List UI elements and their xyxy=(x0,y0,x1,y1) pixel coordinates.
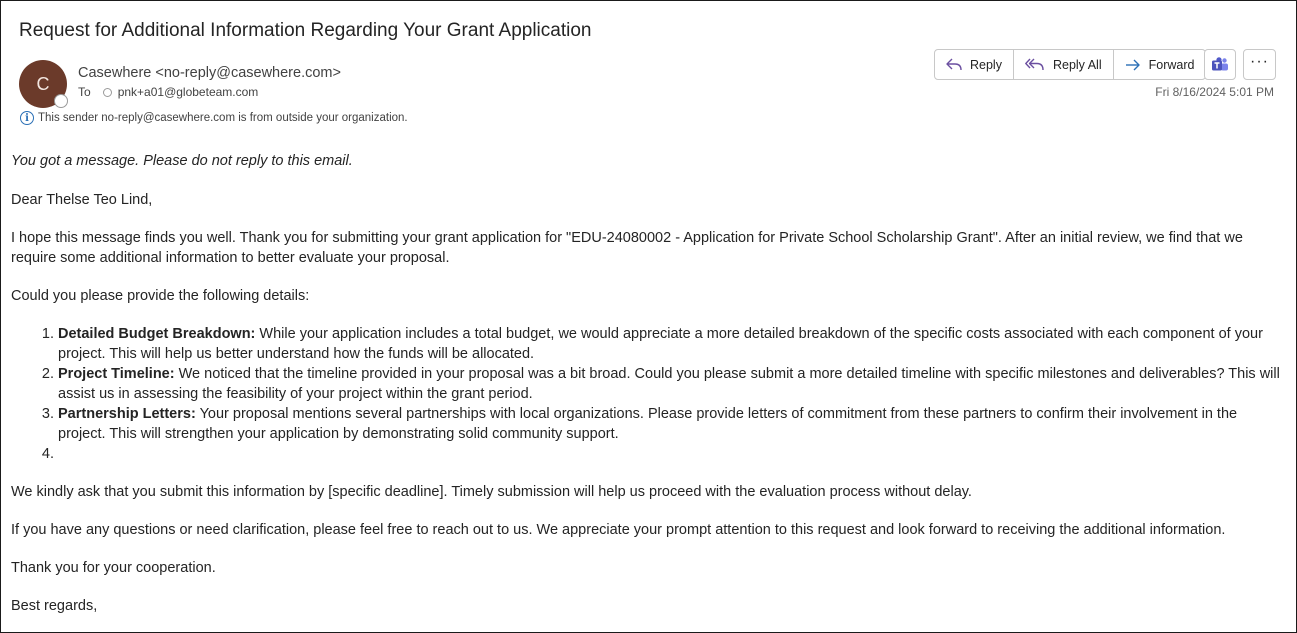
teams-chat-button[interactable] xyxy=(1204,49,1236,80)
forward-label: Forward xyxy=(1148,57,1195,72)
recipient-address[interactable]: pnk+a01@globeteam.com xyxy=(117,85,259,99)
recipient-presence-icon xyxy=(103,88,112,97)
reply-label: Reply xyxy=(970,57,1002,72)
reply-all-button[interactable] xyxy=(1013,50,1113,79)
details-list xyxy=(58,324,1281,464)
presence-status-icon xyxy=(54,94,68,108)
list-item-text: Your proposal mentions several partnerships with local organizations. Please provide letters of commitment from these partners to confirm their involvement in the project. This will strengthen your application by demonstrating solid community support. xyxy=(58,406,1238,442)
thanks-paragraph: Thank you for your cooperation. xyxy=(11,560,216,576)
recipient-line xyxy=(78,85,258,99)
greeting: Dear Thelse Teo Lind, xyxy=(11,192,153,208)
external-warning-text: This sender no-reply@casewhere.com is from outside your organization. xyxy=(38,112,408,124)
list-item-title: Partnership Letters: xyxy=(58,406,196,422)
list-item xyxy=(58,404,1281,444)
list-item-text: While your application includes a total budget, we would appreciate a more detailed breakdown of the specific costs associated with each component of your project. This will help us better understand how the funds will be allocated. xyxy=(58,326,1263,362)
deadline-paragraph: We kindly ask that you submit this information by [specific deadline]. Timely submission will help us proceed with the evaluation process without delay. xyxy=(11,484,972,500)
list-item xyxy=(58,324,1281,364)
info-icon: i xyxy=(20,111,34,125)
sender-name[interactable]: Casewhere <no-reply@casewhere.com> xyxy=(78,65,341,81)
message-actions xyxy=(934,49,1206,80)
teams-icon xyxy=(1211,56,1229,74)
avatar-initial: C xyxy=(36,73,50,94)
reply-icon xyxy=(946,58,962,72)
signoff: Best regards, xyxy=(11,598,98,614)
list-item-text: We noticed that the timeline provided in your proposal was a bit broad. Could you please submit a more detailed timeline with specific milestones and deliverables? This will assist us in assessing the feasibility of your project within the grant period. xyxy=(58,366,1280,402)
forward-icon xyxy=(1125,58,1141,72)
list-item-title: Project Timeline: xyxy=(58,366,175,382)
list-item xyxy=(58,364,1281,404)
to-label: To xyxy=(78,85,91,99)
questions-paragraph: If you have any questions or need clarification, please feel free to reach out to us. We appreciate your prompt attention to this request and look forward to receiving the additional information. xyxy=(11,522,1226,538)
request-paragraph: Could you please provide the following details: xyxy=(11,288,310,304)
received-timestamp: Fri 8/16/2024 5:01 PM xyxy=(1155,85,1274,99)
list-item xyxy=(58,444,1281,464)
email-subject: Request for Additional Information Regarding Your Grant Application xyxy=(19,20,592,41)
external-sender-warning xyxy=(20,111,408,125)
forward-button[interactable] xyxy=(1113,50,1206,79)
reply-button[interactable] xyxy=(935,50,1013,79)
do-not-reply-notice: You got a message. Please do not reply to this email. xyxy=(11,153,353,169)
intro-paragraph: I hope this message finds you well. Thank you for submitting your grant application for "EDU-24080002 - Application for Private School Scholarship Grant". After an initial review, we find that we require some additional information to better evaluate your proposal. xyxy=(11,230,1243,266)
reply-all-label: Reply All xyxy=(1052,57,1102,72)
email-body xyxy=(11,151,1281,616)
reply-all-icon xyxy=(1025,58,1045,72)
more-actions-button[interactable]: ··· xyxy=(1243,49,1276,80)
list-item-title: Detailed Budget Breakdown: xyxy=(58,326,256,342)
